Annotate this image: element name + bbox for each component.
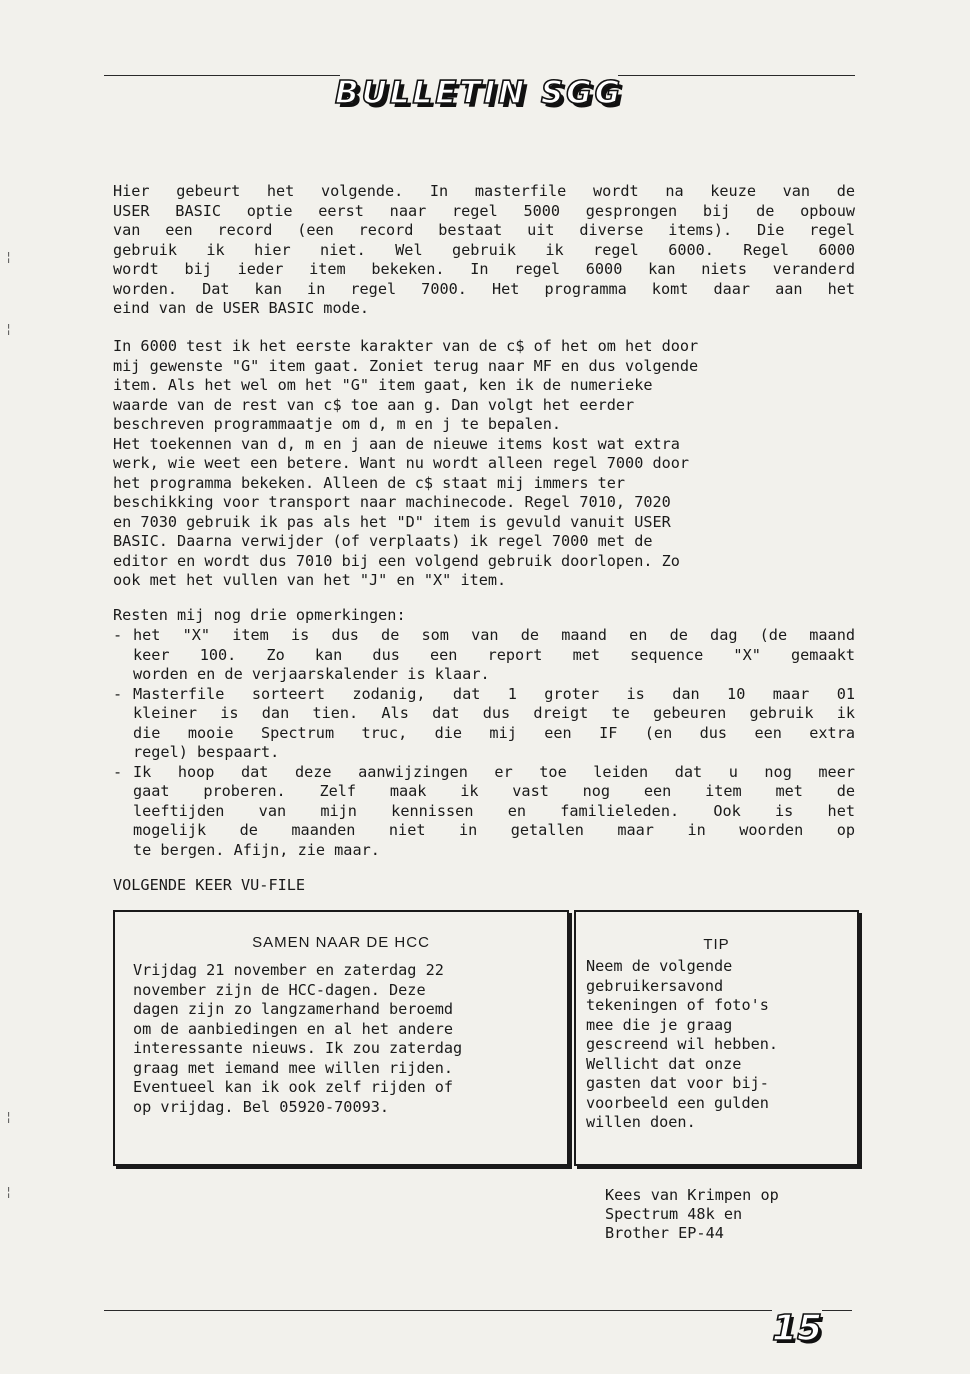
remark-line: kleiner is dan tien. Als dat dus dreigt te gebeuren gebruik ik (133, 704, 855, 722)
text-line: Wellicht dat onze (586, 1054, 742, 1073)
text-line: beschreven programmaatje om d, m en j te bepalen. (113, 415, 562, 433)
hcc-box (113, 910, 569, 1166)
remark-line: gaat proberen. Zelf maak ik vast nog een item met de (133, 782, 855, 800)
text-line: om de aanbiedingen en al het andere (133, 1019, 454, 1038)
remarks-intro: Resten mij nog drie opmerkingen: (113, 606, 406, 624)
text-line: dagen zijn zo langzamerhand beroemd (133, 1000, 454, 1018)
text-line: gasten dat voor bij- (586, 1074, 769, 1092)
tip-box-title: TIP (703, 936, 730, 953)
text-line: Neem de volgende (586, 957, 733, 975)
margin-mark: ¦ (5, 250, 13, 264)
logo-text: BULLETIN SGG (334, 75, 624, 111)
text-line: worden. Dat kan in regel 7000. Het programma komt daar aan het (113, 279, 855, 298)
text-line: Brother EP-44 (605, 1224, 724, 1242)
remark-item (113, 685, 855, 763)
text-line: Eventueel kan ik ook zelf rijden of (133, 1078, 454, 1096)
text-line: werk, wie weet een betere. Want nu wordt alleen regel 7000 door (113, 454, 690, 472)
header-rule-right (618, 75, 855, 76)
remark-item (113, 763, 855, 861)
margin-mark: ¦ (5, 322, 13, 336)
next-time-note: VOLGENDE KEER VU-FILE (113, 876, 306, 894)
text-line: Kees van Krimpen op (605, 1186, 779, 1204)
footer-rule-right (822, 1310, 852, 1311)
text-line: BASIC. Daarna verwijder (of verplaats) ik regel 7000 met de (113, 532, 653, 550)
text-line: USER BASIC optie eerst naar regel 5000 gesprongen bij de opbouw (113, 201, 855, 220)
text-line: eind van de USER BASIC mode. (113, 299, 370, 317)
remark-dash: - (113, 626, 123, 644)
text-line: wordt bij ieder item bekeken. In regel 6000 kan niets veranderd (113, 260, 855, 278)
tip-box (574, 910, 859, 1166)
text-line: gebruikersavond (586, 976, 724, 995)
hcc-box-title: SAMEN NAAR DE HCC (252, 934, 430, 951)
text-line: item. Als het wel om het "G" item gaat, ken ik de numerieke (113, 376, 653, 394)
text-line: voorbeeld een gulden (586, 1093, 769, 1112)
paragraph-1 (113, 182, 855, 319)
text-line: Spectrum 48k en (605, 1205, 743, 1223)
remark-line: het "X" item is dus de som van de maand en de dag (de maand (133, 626, 855, 644)
tip-box-body (576, 957, 857, 1133)
text-line: willen doen. (586, 1113, 696, 1131)
remark-line: te bergen. Afijn, zie maar. (133, 840, 380, 859)
text-line: gebruik ik hier niet. Wel gebruik ik regel 6000. Regel 6000 (113, 240, 855, 259)
remark-line: Masterfile sorteert zodanig, dat 1 groter is dan 10 maar 01 (133, 684, 855, 703)
author-signature (605, 1186, 779, 1243)
remark-item (113, 626, 855, 685)
remark-line: keer 100. Zo kan dus een report met sequence "X" gemaakt (133, 645, 855, 664)
remark-dash: - (113, 684, 123, 703)
remark-dash: - (113, 762, 123, 781)
text-line: op vrijdag. Bel 05920-70093. (133, 1097, 390, 1116)
text-line: graag met iemand mee willen rijden. (133, 1058, 454, 1077)
header-rule-left (104, 75, 340, 76)
remark-line: regel) bespaart. (133, 743, 280, 761)
text-line: Het toekennen van d, m en j aan de nieuwe items kost wat extra (113, 434, 680, 453)
text-line: Vrijdag 21 november en zaterdag 22 (133, 961, 444, 979)
text-line: en 7030 gebruik ik pas als het "D" item is gevuld vanuit USER (113, 512, 671, 531)
margin-mark: ¦ (5, 1110, 13, 1124)
margin-mark: ¦ (5, 1185, 13, 1199)
text-line: mee die je graag (586, 1015, 733, 1034)
remark-line: die mooie Spectrum truc, die mij een IF (en dus een extra (133, 723, 855, 742)
text-line: gescreend wil hebben. (586, 1035, 779, 1053)
text-line: waarde van de rest van c$ toe aan g. Dan volgt het eerder (113, 395, 635, 414)
remark-line: leeftijden van mijn kennissen en familieleden. Ook is het (133, 801, 855, 820)
hcc-box-body (115, 961, 567, 1117)
bulletin-logo (334, 68, 624, 118)
page-number: 15 (771, 1307, 823, 1349)
text-line: beschikking voor transport naar machinecode. Regel 7010, 7020 (113, 493, 671, 511)
text-line: van een record (een record bestaat uit diverse items). Die regel (113, 221, 855, 239)
text-line: november zijn de HCC-dagen. Deze (133, 980, 426, 999)
text-line: ook met het vullen van het "J" en "X" item. (113, 571, 507, 589)
footer-rule (104, 1310, 772, 1311)
text-line: interessante nieuws. Ik zou zaterdag (133, 1039, 463, 1057)
paragraph-2 (113, 337, 855, 591)
remarks-list (113, 626, 855, 860)
text-line: mij gewenste "G" item gaat. Zoniet terug naar MF en dus volgende (113, 356, 699, 375)
text-line: het programma bekeken. Alleen de c$ staat mij immers ter (113, 473, 626, 492)
text-line: In 6000 test ik het eerste karakter van de c$ of het om het door (113, 337, 699, 355)
text-line: tekeningen of foto's (586, 996, 769, 1014)
text-line: editor en wordt dus 7010 bij een volgend gebruik doorlopen. Zo (113, 551, 680, 570)
remark-line: mogelijk de maanden niet in getallen maar in woorden op (133, 821, 855, 839)
text-line: Hier gebeurt het volgende. In masterfile wordt na keuze van de (113, 182, 855, 200)
remark-line: Ik hoop dat deze aanwijzingen er toe leiden dat u nog meer (133, 762, 855, 781)
remark-line: worden en de verjaarskalender is klaar. (133, 665, 490, 683)
